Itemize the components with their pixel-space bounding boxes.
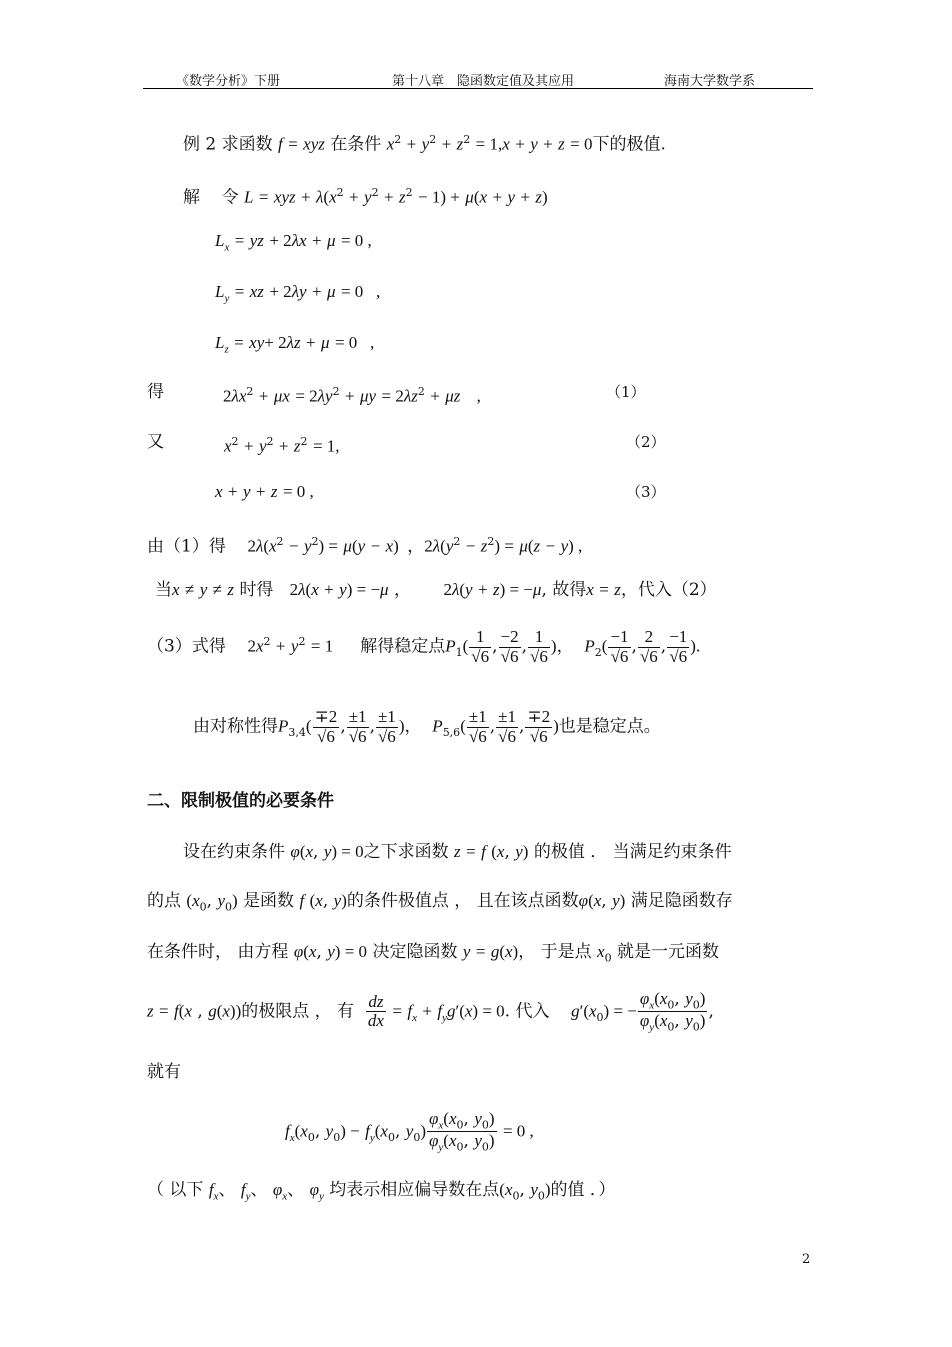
note-text-b: 均表示相应偏导数在点 — [329, 1180, 500, 1200]
also-stationary-word: 也是稳定点。 — [558, 716, 661, 737]
header-department: 海南大学数学系 — [664, 74, 756, 89]
then-word: 时得 — [239, 580, 274, 600]
note-text-c: 的值 ．） — [550, 1180, 616, 1200]
p2-text-c: 的条件极值点 ， 且在该点函数 — [346, 891, 579, 911]
p2-text-d: 满足隐函数存 — [630, 891, 733, 911]
p4-text-b: . 代入 — [504, 1001, 550, 1022]
equation-1: $2\lambda x^2 + \mu x = 2\lambda y^2 + \mu y = 2\lambda z^2 + \mu z$ , — [223, 385, 481, 406]
solve-word: 解得稳定点 — [360, 636, 446, 657]
p2-text-a: 的点 — [147, 891, 181, 911]
p3-text-a: 在条件时， 由方程 — [147, 942, 289, 962]
header-chapter: 第十八章 隐函数定值及其应用 — [392, 74, 575, 89]
from-1-label: 由（1）得 — [147, 536, 226, 557]
when-word: 当 — [155, 580, 172, 600]
example-2-statement: 例 2 求函数 f = xyz 在条件 $x^2 + y^2 + z^2 = 1,x + y + z = 0$下的极值. — [183, 133, 666, 155]
p3-text-c: ， 于是点 — [518, 942, 592, 962]
lagrangian-line: 解 令 L = xyz + $\lambda(x^2 + y^2 + z^2 - 1) + \mu(x + y + z)$ — [183, 186, 548, 208]
header-book-title: 《数学分析》下册 — [176, 74, 281, 89]
note-text-a: （ 以下 — [147, 1180, 204, 1200]
substitute-word: ，代入（2） — [620, 580, 717, 600]
p3-text-b: 决定隐函数 — [372, 942, 458, 962]
paragraph-line-4: z = f(x , g(x))的极限点 ， 有 $\frac{dz}{dx}$ = $f_x + f_yg'(x) = 0$. 代入 $g'(x_0)$ = − $\frac{\varphi_x(x_0, y_0)}{\varphi_y(x_0, y_0)}$ , — [147, 989, 714, 1034]
hence-word: , 故得 — [541, 580, 587, 600]
notation-note: （ 以下 $f_x$、 $f_y$、 $\varphi_x$、 $\varphi_y$ 均表示相应偏导数在点($x_0$, $y_0$)的值 ．） — [147, 1180, 616, 1203]
condition-word: 在条件 — [330, 134, 382, 155]
section-heading: 二、限制极值的必要条件 — [147, 791, 334, 811]
equation-number-3: （3） — [626, 483, 666, 501]
p3-text-d: 就是一元函数 — [616, 942, 719, 962]
paragraph-line-1: 设在约束条件 φ(x, y) = 0之下求函数 z = f (x, y) 的极值 ． 当满足约束条件 — [183, 842, 732, 862]
equation-Lx: $L_x$ = yz + 2λx + μ = 0 , — [215, 231, 372, 254]
p4-text-a: 的极限点 ， 有 — [241, 1001, 355, 1022]
extremum-word: 下的极值. — [592, 134, 666, 155]
paragraph-line-3: 在条件时， 由方程 φ(x, y) = 0 决定隐函数 y = g(x)， 于是点 $x_0$ 就是一元函数 — [147, 942, 719, 965]
derivation-from-1: 由（1）得 $2\lambda(x^2 - y^2) = \mu(y - x)$ ，$2\lambda(y^2 - z^2) = \mu(z - y)$ , — [147, 535, 583, 557]
p2-text-b: 是函数 — [243, 891, 295, 911]
also-label: 又 — [147, 432, 164, 452]
equation-3: x + y + z = 0 , — [215, 482, 314, 501]
formula-3-label: （3）式得 — [147, 636, 226, 657]
header-rule — [143, 88, 813, 89]
paragraph-line-2: 的点 ($x_0$, $y_0$) 是函数 f (x, y)的条件极值点 ， 且在该点函数φ(x, y) 满足隐函数存 — [147, 891, 733, 914]
equation-number-1: （1） — [606, 383, 646, 401]
p1-text-a: 设在约束条件 — [183, 842, 285, 862]
solution-label: 解 — [183, 187, 200, 208]
equation-Ly: $L_y$ = xz + 2λy + μ = 0 , — [215, 282, 381, 305]
stationary-points-line: （3）式得 $2x^2 + y^2 = 1$ 解得稳定点$P_1$( $\frac{1}{√6}$ , $\frac{-2}{√6}$ , $\frac{1}{√6}$ )， $P_2$( $\frac{-1}{√6}$ , $\frac{2}{√6}$ , $\frac{-1}{√6}$ ). — [147, 627, 701, 666]
p1-text-b: 之下求函数 — [363, 842, 449, 862]
necessary-condition-equation: $f_x(x_0$, $y_0) - f_y(x_0$, $y_0$) $\frac{\varphi_x(x_0, y_0)}{\varphi_y(x_0, y_0)}$ = 0 , — [285, 1109, 534, 1154]
symmetry-word: 由对称性得 — [193, 716, 278, 737]
p1-text-c: 的极值 ． 当满足约束条件 — [533, 842, 732, 862]
symmetry-line: 由对称性得$P_{3,4}$( $\frac{\mp 2}{√6}$ , $\frac{\pm 1}{√6}$ , $\frac{\pm 1}{√6}$ )， $P_{5,6}$( $\frac{\pm 1}{√6}$ , $\frac{\pm 1}{√6}$ , $\frac{\mp 2}{√6}$ )也是稳定点。 — [193, 707, 661, 746]
equation-2: $x^2 + y^2 + z^2 = 1$, — [224, 435, 340, 456]
let-word: 令 — [221, 187, 239, 208]
equation-number-2: （2） — [626, 433, 666, 451]
case-distinct-line: 当x ≠ y ≠ z 时得 2λ(x + y) = −μ ， 2λ(y + z) = −μ, 故得x = z，代入（2） — [155, 580, 717, 600]
example-label: 例 2 求函数 — [183, 134, 273, 155]
then-have-label: 就有 — [147, 1062, 181, 1082]
equation-Lz: $L_z = xy+ 2\lambda z + \mu = 0$ , — [215, 333, 375, 356]
page-number: 2 — [802, 1252, 811, 1267]
obtain-label: 得 — [147, 382, 164, 402]
